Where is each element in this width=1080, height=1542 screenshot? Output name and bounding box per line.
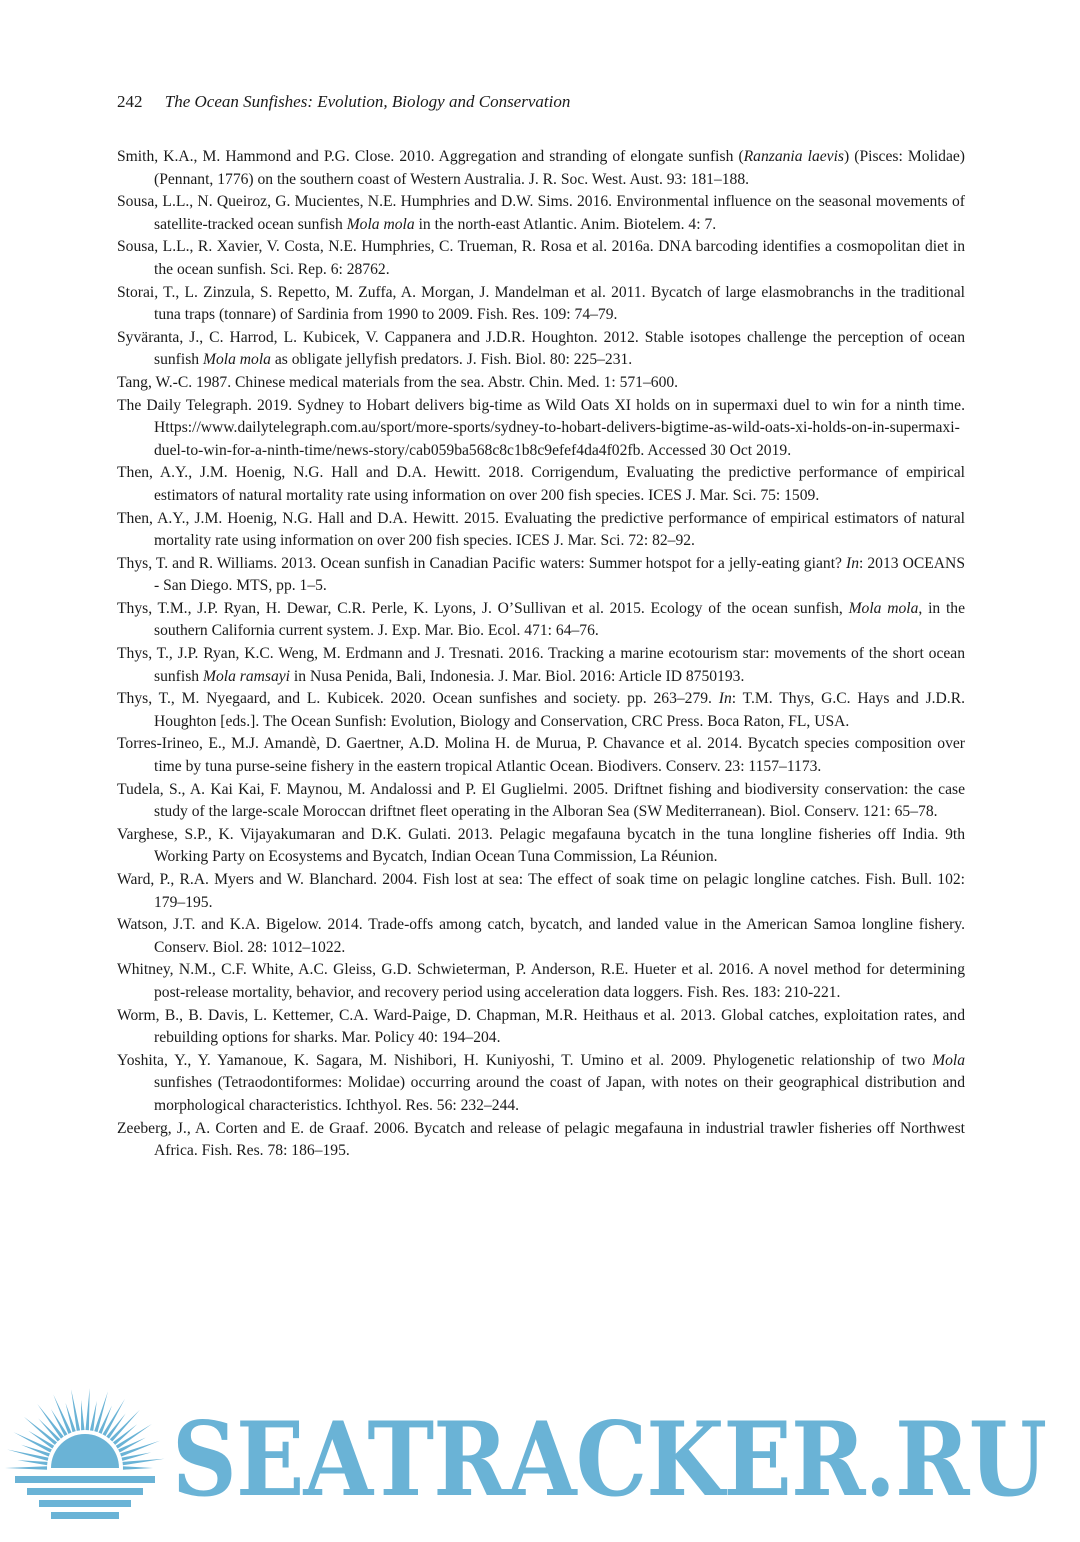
- watermark: [0, 1386, 1080, 1542]
- reference-entry: Yoshita, Y., Y. Yamanoue, K. Sagara, M. Nishibori, H. Kuniyoshi, T. Umino et al. 2009. Phylogenetic relationship of two Mola sunfishes (Tetraodontiformes: Molidae) occurring around the coast of Japan, with notes on their geographical distribution and morphological characteristics. Ichthyol. Res. 56: 232–244.: [117, 1051, 965, 1114]
- reference-entry: Varghese, S.P., K. Vijayakumaran and D.K. Gulati. 2013. Pelagic megafauna bycatch in the tuna longline fisheries off India. 9th Working Party on Ecosystems and Bycatch, Indian Ocean Tuna Commission, La Réunion.: [117, 825, 965, 866]
- book-title: The Ocean Sunfishes: Evolution, Biology and Conservation: [164, 92, 571, 111]
- italic-term: Ranzania laevis: [743, 148, 844, 165]
- reference-entry: Sousa, L.L., N. Queiroz, G. Mucientes, N.E. Humphries and D.W. Sims. 2016. Environmental influence on the seasonal movements of satellite-tracked ocean sunfish Mola mola in the north-east Atlantic. Anim. Biotelem. 4: 7.: [117, 193, 965, 233]
- reference-entry: Smith, K.A., M. Hammond and P.G. Close. 2010. Aggregation and stranding of elongate sunfish (Ranzania laevis) (Pisces: Molidae) (Pennant, 1776) on the southern coast of Western Australia. J. R. Soc. West. Aust. 93: 181–188.: [117, 148, 965, 188]
- sun-wave: [15, 1476, 155, 1483]
- reference-entry: Whitney, N.M., C.F. White, A.C. Gleiss, G.D. Schwieterman, P. Anderson, R.E. Hueter et al. 2016. A novel method for determining post-release mortality, behavior, and recovery period using acceleration data loggers. Fish. Res. 183: 210-221.: [117, 961, 965, 1001]
- sun-wave: [39, 1500, 131, 1507]
- reference-entry: Then, A.Y., J.M. Hoenig, N.G. Hall and D.A. Hewitt. 2018. Corrigendum, Evaluating the predictive performance of empirical estimators of natural mortality rate using information on over 200 fish species. ICES J. Mar. Sci. 75: 1509.: [117, 464, 965, 504]
- reference-entry: Torres-Irineo, E., M.J. Amandè, D. Gaertner, A.D. Molina H. de Murua, P. Chavance et al. 2014. Bycatch species composition over time by tuna purse-seine fishery in the eastern tropical Atlantic Ocean. Biodivers. Conserv. 23: 1157–1173.: [117, 735, 965, 776]
- reference-entry: Thys, T., M. Nyegaard, and L. Kubicek. 2020. Ocean sunfishes and society. pp. 263–279. In: T.M. Thys, G.C. Hays and J.D.R. Houghton [eds.]. The Ocean Sunfish: Evolution, Biology and Conservation, CRC Press. Boca Raton, FL, USA.: [117, 690, 965, 730]
- reference-entry: The Daily Telegraph. 2019. Sydney to Hobart delivers big-time as Wild Oats XI holds on in supermaxi duel to win for a ninth time. Https://www.dailytelegraph.com.au/sport/more-sports/sydney-to-hobart-delivers-bigtime-as-wild-oats-xi-holds-on-in-supermaxi-duel-to-win-for-a-ninth-time/news-story/cab059ba568c8c1b8c9efef4da4f02fb. Accessed 30 Oct 2019.: [117, 396, 965, 459]
- page-number: 242: [117, 92, 143, 111]
- reference-entry: Syväranta, J., C. Harrod, L. Kubicek, V. Cappanera and J.D.R. Houghton. 2012. Stable isotopes challenge the perception of ocean sunfish Mola mola as obligate jellyfish predators. J. Fish. Biol. 80: 225–231.: [117, 328, 965, 369]
- sun-ray: [123, 1459, 165, 1466]
- sun-logo-icon: [0, 1386, 170, 1536]
- reference-entry: Then, A.Y., J.M. Hoenig, N.G. Hall and D.A. Hewitt. 2015. Evaluating the predictive performance of empirical estimators of natural mortality rate using information on over 200 fish species. ICES J. Mar. Sci. 72: 82–92.: [117, 509, 965, 550]
- sun-disc: [51, 1434, 119, 1468]
- reference-entry: Tudela, S., A. Kai Kai, F. Maynou, M. Andalossi and P. El Guglielmi. 2005. Driftnet fishing and biodiversity conservation: the case study of the large-scale Moroccan driftnet fleet operating in the Alboran Sea (SW Mediterranean). Biol. Conserv. 121: 65–78.: [117, 780, 965, 821]
- reference-entry: Storai, T., L. Zinzula, S. Repetto, M. Zuffa, A. Morgan, J. Mandelman et al. 2011. Bycatch of large elasmobranchs in the traditional tuna traps (tonnare) of Sardinia from 1990 to 2009. Fish. Res. 109: 74–79.: [117, 283, 965, 324]
- reference-entry: Thys, T.M., J.P. Ryan, H. Dewar, C.R. Perle, K. Lyons, J. O’Sullivan et al. 2015. Ecology of the ocean sunfish, Mola mola, in the southern California current system. J. Exp. Mar. Bio. Ecol. 471: 64–76.: [117, 599, 965, 640]
- italic-term: Mola: [932, 1051, 965, 1069]
- watermark-text: SEATRACKER.RU: [172, 1400, 1047, 1520]
- reference-entry: Sousa, L.L., R. Xavier, V. Costa, N.E. Humphries, C. Trueman, R. Rosa et al. 2016a. DNA barcoding identifies a cosmopolitan diet in the ocean sunfish. Sci. Rep. 6: 28762.: [117, 238, 965, 278]
- reference-entry: Ward, P., R.A. Myers and W. Blanchard. 2004. Fish lost at sea: The effect of soak time on pelagic longline catches. Fish. Bull. 102: 179–195.: [117, 871, 965, 911]
- sun-ray: [86, 1388, 90, 1430]
- reference-entry: Zeeberg, J., A. Corten and E. de Graaf. 2006. Bycatch and release of pelagic megafauna in industrial trawler fisheries off Northwest Africa. Fish. Res. 78: 186–195.: [117, 1119, 965, 1160]
- sun-ray: [123, 1466, 153, 1469]
- reference-entry: Thys, T. and R. Williams. 2013. Ocean sunfish in Canadian Pacific waters: Summer hotspot for a jelly-eating giant? In: 2013 OCEANS - San Diego. MTS, pp. 1–5.: [117, 554, 965, 595]
- sun-ray: [81, 1400, 84, 1430]
- reference-entry: Worm, B., B. Davis, L. Kettemer, C.A. Ward-Paige, D. Chapman, M.R. Heithaus et al. 2013. Global catches, exploitation rates, and rebuilding options for sharks. Mar. Policy 40: 194–204.: [117, 1006, 965, 1047]
- sun-ray: [21, 1445, 50, 1457]
- reference-entry: Watson, J.T. and K.A. Bigelow. 2014. Trade-offs among catch, bycatch, and landed value in the American Samoa longline fishery. Conserv. Biol. 28: 1012–1022.: [117, 916, 965, 956]
- italic-term: In: [846, 554, 860, 572]
- italic-term: Mola mola: [202, 351, 271, 369]
- sun-ray: [94, 1391, 108, 1432]
- italic-term: Mola ramsayi: [202, 667, 291, 685]
- italic-term: In: [718, 690, 732, 708]
- italic-term: Mola mola: [848, 599, 919, 617]
- running-head: [117, 90, 967, 114]
- sun-ray: [90, 1401, 97, 1431]
- reference-entry: Tang, W.-C. 1987. Chinese medical materials from the sea. Abstr. Chin. Med. 1: 571–600.: [117, 373, 679, 391]
- sun-ray: [5, 1466, 47, 1469]
- reference-list: [117, 146, 965, 1163]
- italic-term: Mola mola: [346, 215, 415, 233]
- sun-ray: [17, 1460, 47, 1465]
- sun-wave: [51, 1512, 119, 1519]
- sun-wave: [27, 1488, 143, 1495]
- reference-entry: Thys, T., J.P. Ryan, K.C. Weng, M. Erdmann and J. Tresnati. 2016. Tracking a marine ecotourism star: movements of the short ocean sunfish Mola ramsayi in Nusa Penida, Bali, Indonesia. J. Mar. Biol. 2016: Article ID 8750193.: [117, 645, 965, 685]
